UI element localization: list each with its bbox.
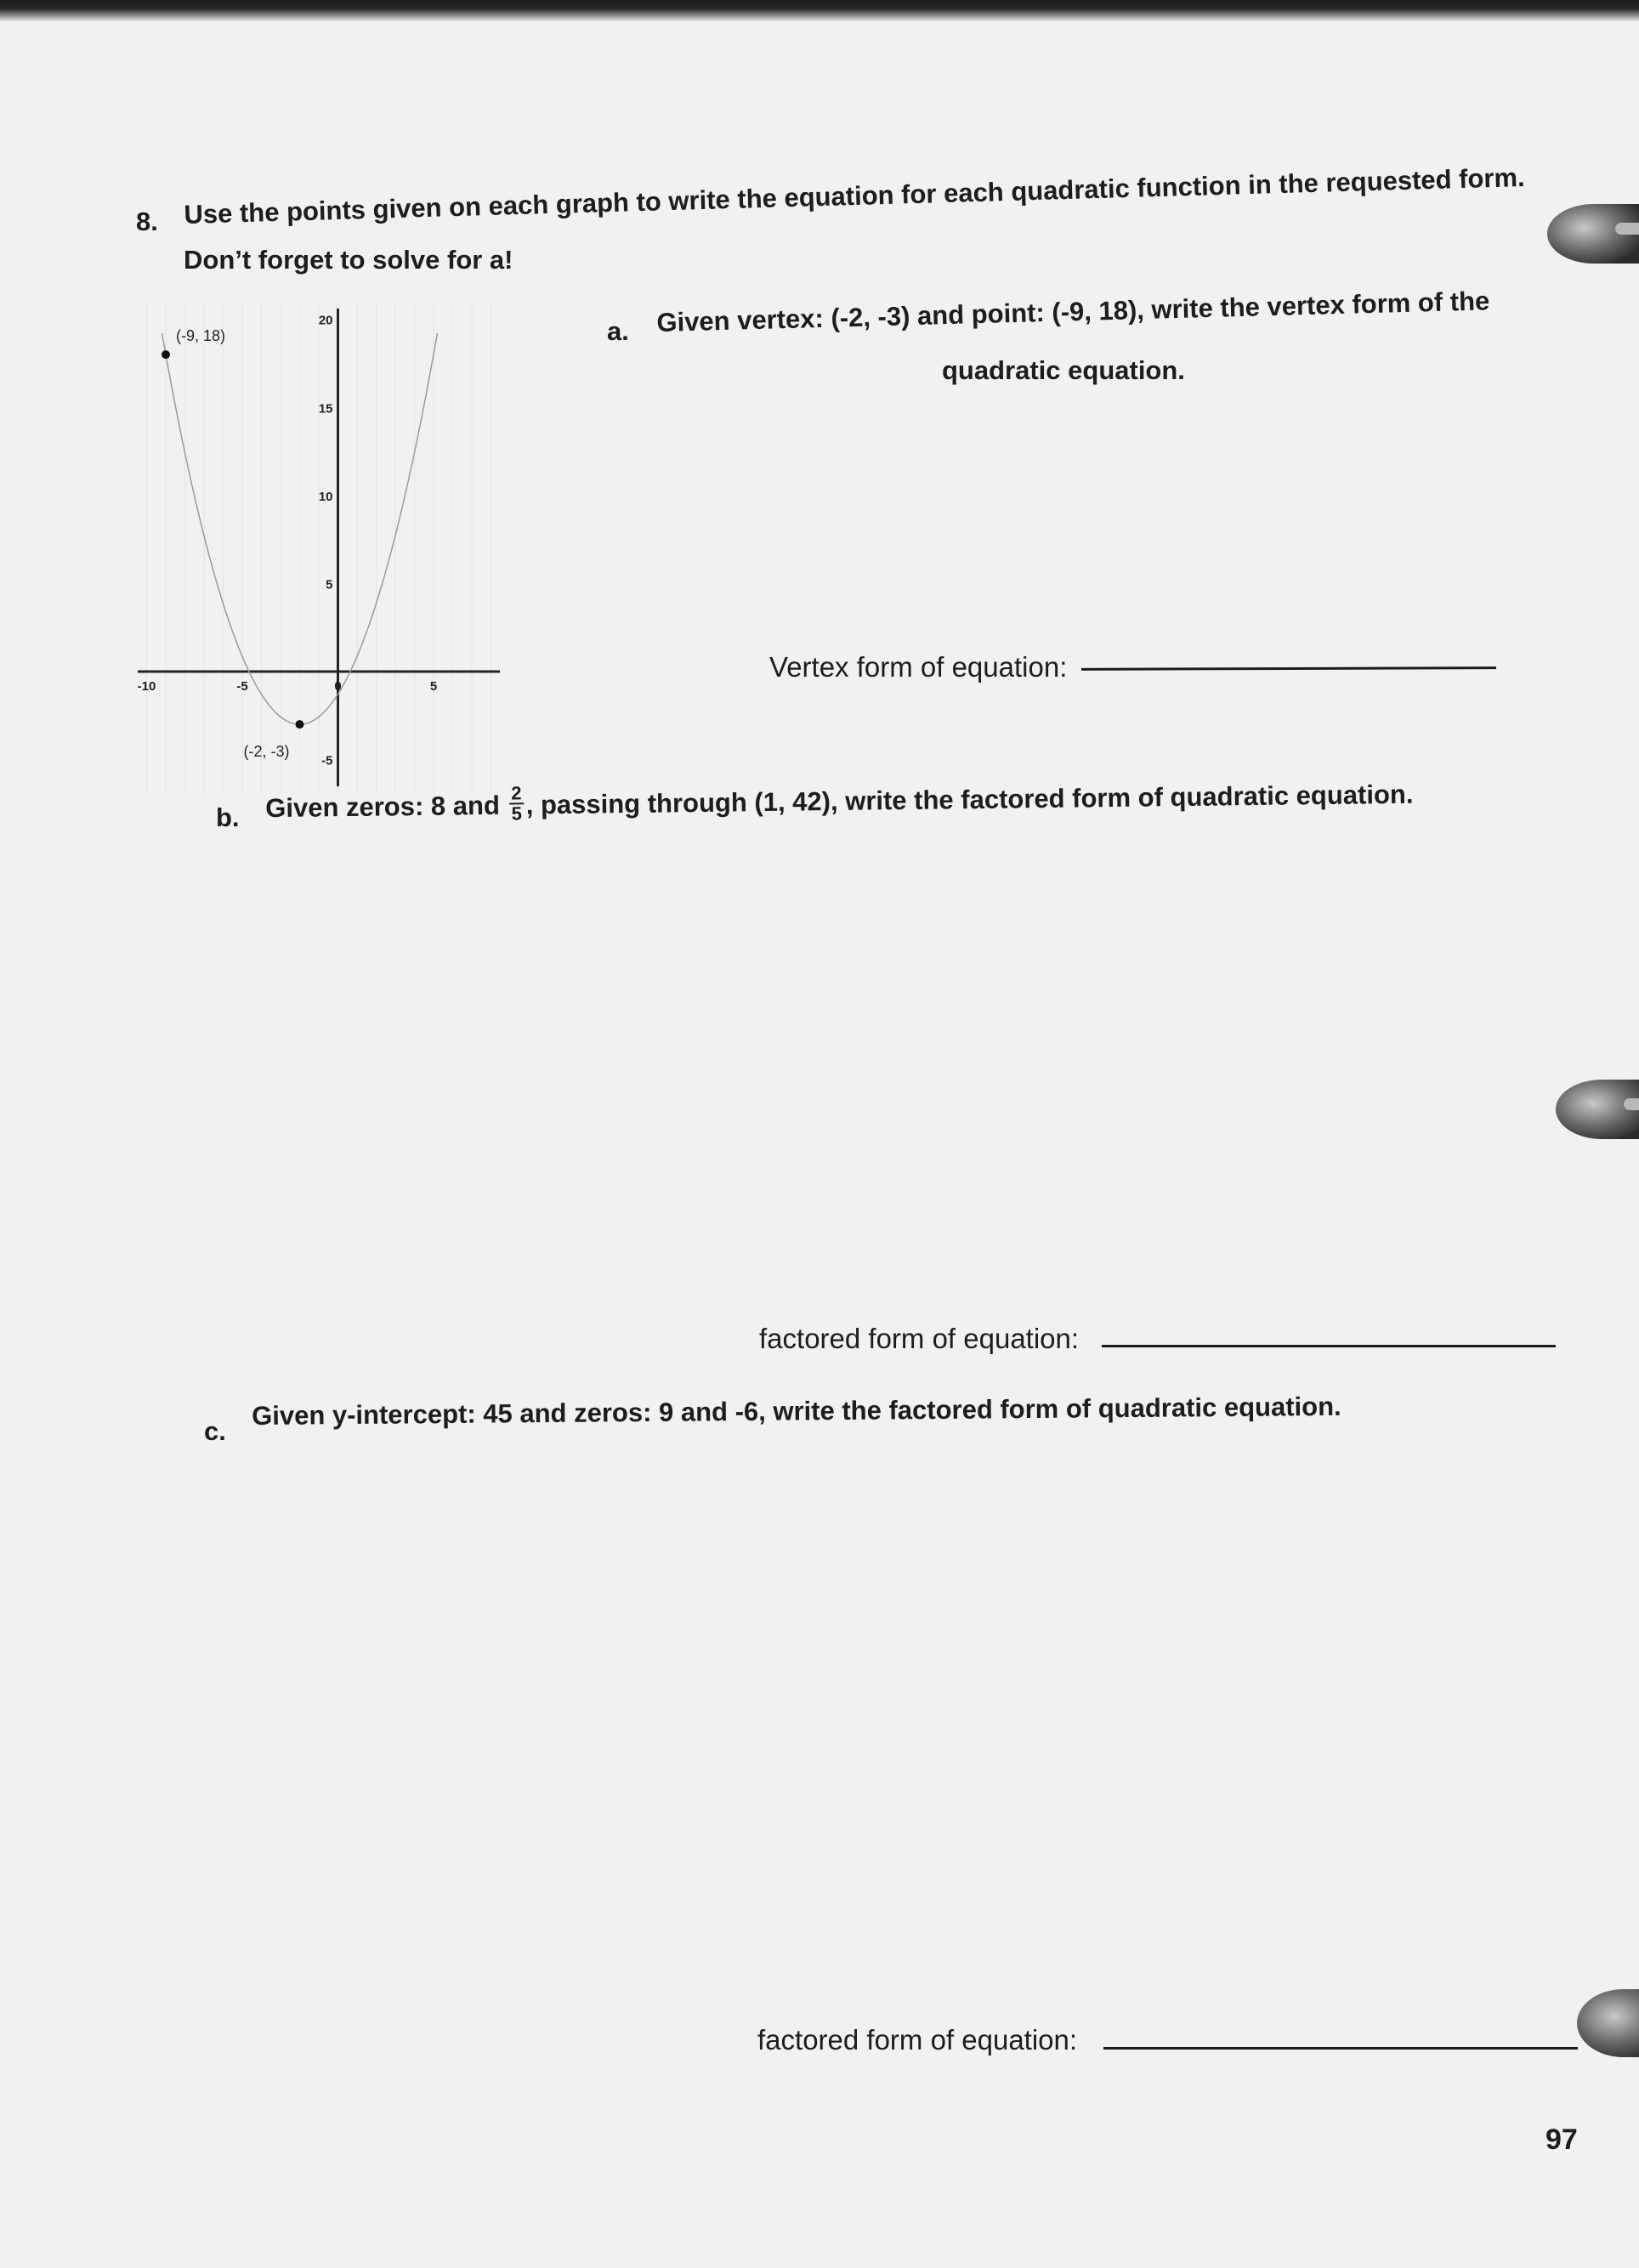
- part-a-label: a.: [607, 316, 629, 346]
- factored-form-label-c: factored form of equation:: [757, 2024, 1078, 2055]
- graph-point: [162, 350, 170, 359]
- fraction-denominator: 5: [511, 802, 523, 825]
- x-tick-label: -5: [236, 679, 248, 694]
- y-tick-label: 10: [318, 489, 333, 504]
- x-tick-label: -10: [137, 679, 156, 694]
- part-a-prompt-continued: quadratic equation.: [942, 355, 1185, 385]
- parabola-graph: [128, 302, 510, 795]
- part-c-label: c.: [204, 1416, 226, 1446]
- y-tick-label: -5: [321, 753, 333, 768]
- factored-form-answer-line-c[interactable]: [1103, 2047, 1578, 2050]
- part-a-prompt: Given vertex: (-2, -3) and point: (-9, 18), write the vertex form of the: [656, 286, 1490, 337]
- part-b-label: b.: [216, 802, 240, 832]
- y-tick-label: 5: [326, 577, 333, 593]
- factored-form-answer-line-b[interactable]: [1102, 1345, 1556, 1347]
- page-number: 97: [1545, 2123, 1578, 2156]
- point-label: (-9, 18): [176, 327, 226, 345]
- point-label: (-2, -3): [243, 743, 290, 761]
- binder-ring-icon: [1556, 1080, 1639, 1139]
- factored-form-label-b: factored form of equation:: [759, 1323, 1080, 1354]
- question-number: 8.: [136, 207, 158, 236]
- part-b-prompt-end: , passing through (1, 42), write the factored form of quadratic equation.: [525, 779, 1414, 820]
- question-instruction: Use the points given on each graph to write the equation for each quadratic function in the requested form.: [184, 162, 1526, 230]
- y-tick-label: 20: [318, 313, 333, 328]
- page-top-shadow: [0, 0, 1639, 22]
- vertex-form-answer-line[interactable]: [1081, 666, 1496, 671]
- binder-ring-icon: [1577, 1989, 1639, 2057]
- binder-ring-icon: [1547, 204, 1639, 264]
- part-b-prompt-start: Given zeros: 8 and: [265, 790, 501, 824]
- fraction-two-fifths: [509, 784, 524, 823]
- vertex-form-label: Vertex form of equation:: [769, 651, 1068, 683]
- graph-point: [296, 720, 304, 729]
- question-reminder: Don’t forget to solve for a!: [184, 245, 513, 275]
- x-tick-label: 5: [429, 679, 438, 694]
- y-tick-label: 15: [318, 401, 333, 417]
- x-tick-label: 0: [334, 679, 342, 694]
- part-c-prompt: Given y-intercept: 45 and zeros: 9 and -6, write the factored form of quadratic equation.: [252, 1391, 1341, 1431]
- fraction-numerator: 2: [509, 784, 524, 804]
